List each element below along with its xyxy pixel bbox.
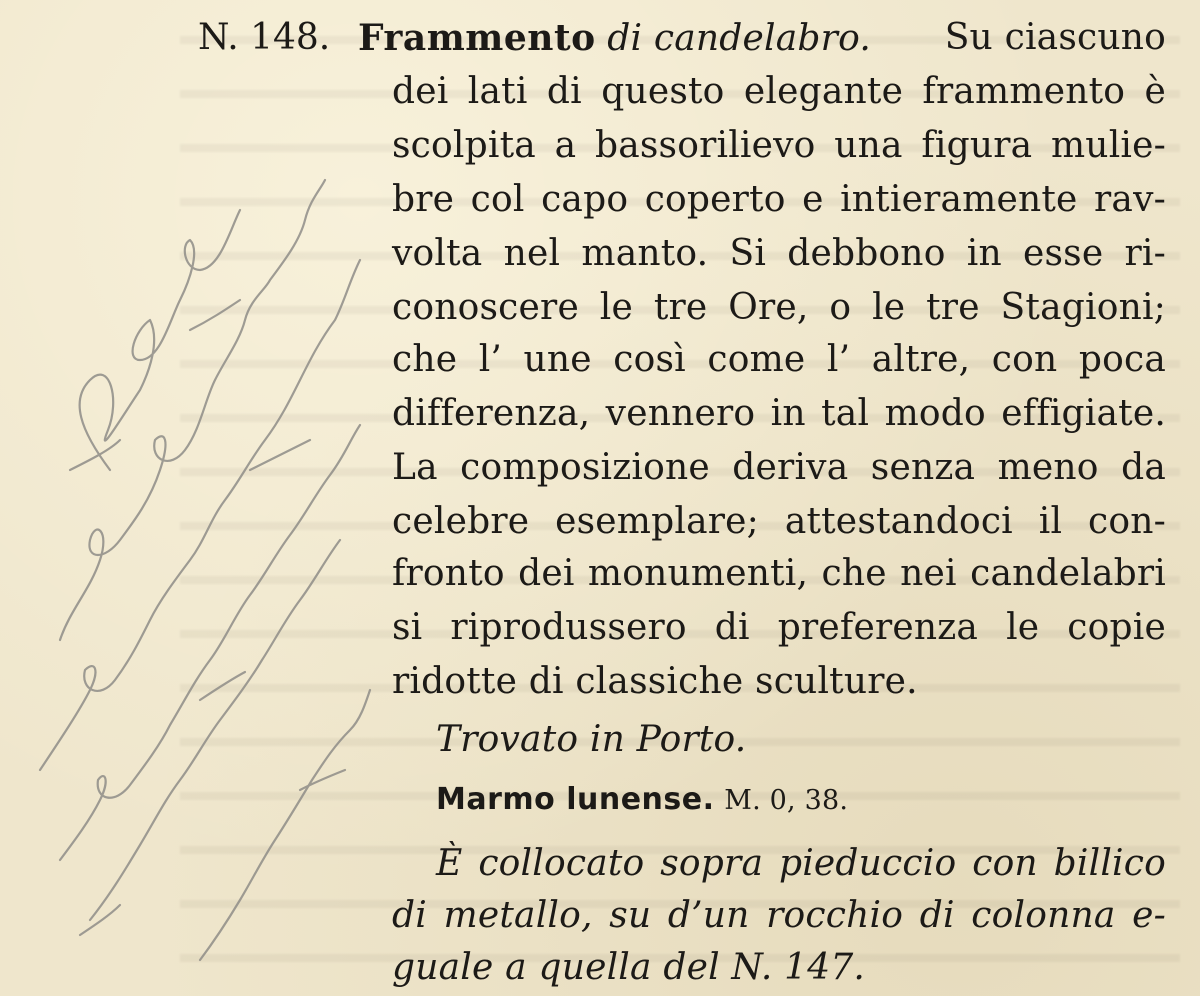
- material-measure: M. 0, 38.: [724, 785, 849, 816]
- entry-heading-line: [358, 16, 1166, 61]
- body-line: scolpita a bassorilievo una figura mulie-: [392, 125, 1166, 166]
- body-line: dei lati di questo elegante frammento è: [392, 71, 1166, 112]
- placement-line: guale a quella del N. 147.: [392, 947, 866, 988]
- body-line: volta nel manto. Si debbono in esse ri-: [392, 233, 1166, 274]
- provenance: Trovato in Porto.: [436, 719, 747, 760]
- body-line: bre col capo coperto e intieramente rav-: [392, 179, 1166, 220]
- body-line: conoscere le tre Ore, o le tre Stagioni;: [392, 287, 1166, 328]
- body-line: che l’ une così come l’ altre, con poca: [392, 339, 1166, 380]
- body-line: differenza, vennero in tal modo effigiate.: [392, 393, 1166, 434]
- entry-title: Frammento: [358, 17, 596, 59]
- material-label: Marmo lunense.: [436, 782, 715, 817]
- entry-number: N. 148.: [198, 17, 331, 58]
- placement-line: di metallo, su d’un rocchio di colonna e-: [392, 895, 1166, 936]
- entry-subtitle: di candelabro.: [607, 18, 871, 59]
- placement-line: È collocato sopra pieduccio con billico: [436, 843, 1166, 884]
- body-line: La composizione deriva senza meno da: [392, 447, 1166, 488]
- body-line: fronto dei monumenti, che nei candelabri: [392, 553, 1166, 594]
- body-line: si riprodussero di preferenza le copie: [392, 607, 1166, 648]
- body-line: celebre esemplare; attestandoci il con-: [392, 501, 1166, 542]
- entry-heading-tail: Su ciascuno: [944, 17, 1166, 58]
- material-line: [436, 778, 848, 823]
- body-line: ridotte di classiche sculture.: [392, 661, 918, 702]
